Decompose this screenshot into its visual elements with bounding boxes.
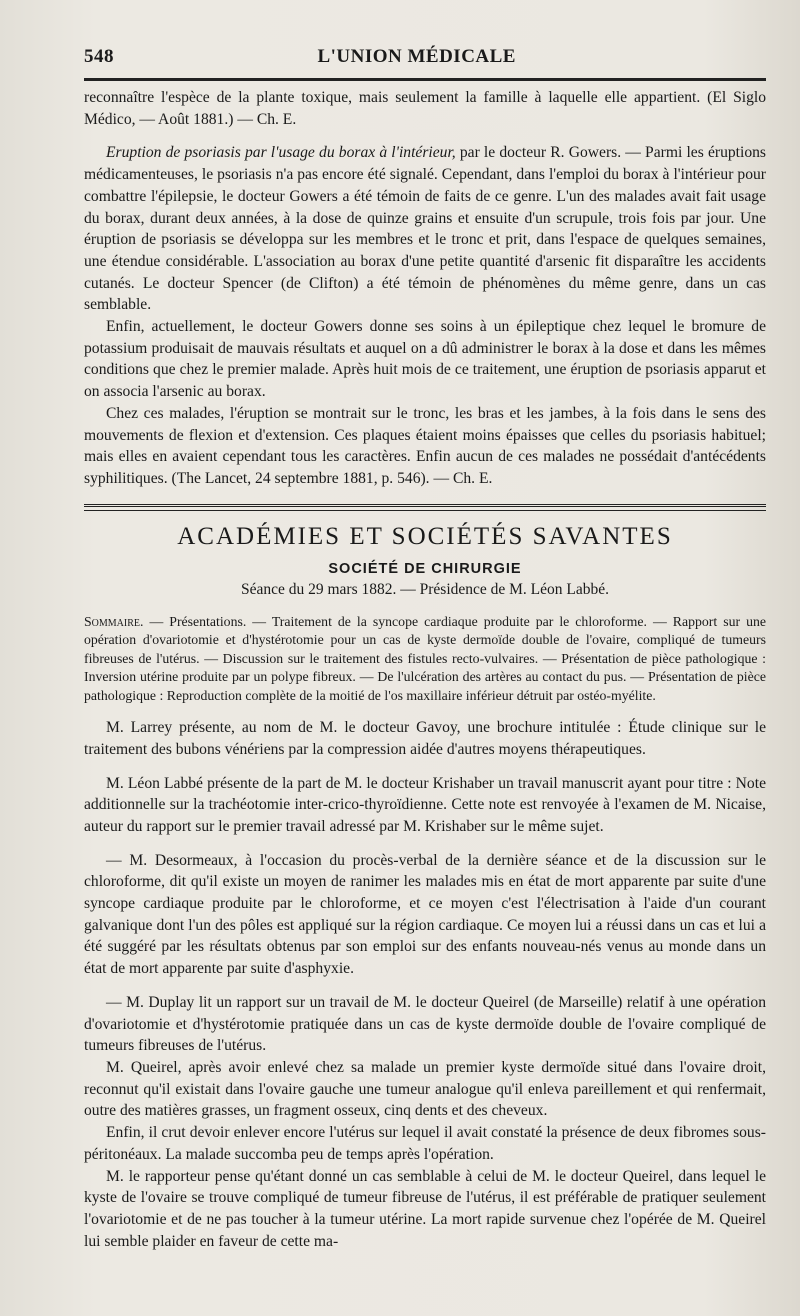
summary: [84, 613, 766, 706]
minutes-paragraph: — M. Desormeaux, à l'occasion du procès-verbal de la dernière séance et de la discussion sur le chloroforme, dit qu'il existe un moyen de ranimer les malades mis en état de mort apparente par suite d'une syncope cardiaque produite par le chloroforme, et ce moyen c'est l'électrisation à l'aide d'un courant galvanique dont l'un des pôles est appliqué sur la région cardiaque. Ce moyen lui a réussi dans un cas et lui a été suggéré par les résultats obtenus par son emploi sur des enfants nouveau-nés venus au monde dans un état de mort apparente par suite d'asphyxie.: [84, 851, 766, 978]
article2-paragraph-2: Enfin, actuellement, le docteur Gowers donne ses soins à un épileptique chez lequel le bromure de potassium produisait de mauvais résultats et auquel on a dû administrer le borax à la dose et dans les mêmes conditions que chez le premier malade. Après huit mois de ce traitement, une éruption de psoriasis apparut et on associa l'arsenic au borax.: [84, 318, 766, 401]
minutes-paragraph: M. le rapporteur pense qu'étant donné un cas semblable à celui de M. le docteur Queirel, dans lequel le kyste de l'ovaire se trouve compliqué de tumeur fibreuse de l'utérus, il est préférable de pratiquer seulement l'ovariotomie et de ne pas toucher à la tumeur utérine. La mort rapide survenue chez l'opérée de M. Queirel lui semble plaider en faveur de cette ma-: [84, 1167, 766, 1250]
minutes-paragraph: M. Queirel, après avoir enlevé chez sa malade un premier kyste dermoïde situé dans l'ovaire droit, reconnut qu'il existait dans l'ovaire gauche une tumeur analogue qu'il enleva pareillement et qui renfermait, outre des matières grasses, un fragment osseux, cinq dents et des cheveux.: [84, 1059, 766, 1120]
section-title: ACADÉMIES ET SOCIÉTÉS SAVANTES: [177, 522, 673, 550]
article2-intro: par le docteur R. Gowers. — Parmi les éruptions médicamenteuses, le psoriasis n'a pas encore été signalé. Cependant, dans l'emploi du borax à l'intérieur pour combattre l'épilepsie, le docteur Gowers a été témoin de faits de ce genre. L'un des malades avait fait usage du borax, durant deux années, à la dose de quinze grains et ensuite d'un scrupule, trois fois par jour. Une éruption de psoriasis se développa sur les membres et le tronc et prit, dans l'espace de quelques semaines, une étendue considérable. L'association au borax d'une petite quantité d'arsenic fit disparaître les accidents cutanés. Le docteur Spencer (de Clifton) a été témoin de phénomènes du même genre, dans un cas semblable.: [84, 144, 766, 314]
summary-label: Sommaire.: [84, 613, 144, 629]
article2-title: Eruption de psoriasis par l'usage du borax à l'intérieur,: [106, 144, 456, 162]
article2-paragraph-1: [84, 142, 766, 316]
minutes-column: [84, 717, 766, 1252]
minutes-paragraph: — M. Duplay lit un rapport sur un travail de M. le docteur Queirel (de Marseille) relatif à une opération d'ovariotomie et d'hystérotomie pratiquée dans un cas de kyste dermoïde double de l'ovaire compliqué de tumeurs fibreuses de l'utérus.: [84, 993, 766, 1055]
summary-text: — Présentations. — Traitement de la syncope cardiaque produite par le chloroforme. — Rapport sur une opération d'ovariotomie et d'hystérotomie pour un cas de kyste dermoïde double de l'ovaire, compliqué de tumeurs fibreuses de l'utérus. — Discussion sur le traitement des fistules recto-vulvaires. — Présentation de pièce pathologique : Inversion utérine produite par un polype fibreux. — De l'ulcération des artères au contact du pus. — Présentation de pièce pathologique : Reproduction complète de la moitié de l'os maxillaire inférieur détruit par ostéo-myélite.: [84, 613, 766, 703]
running-head: [84, 46, 766, 68]
article-column: [84, 87, 766, 490]
journal-title: L'UNION MÉDICALE: [317, 46, 516, 67]
minutes-paragraph: M. Léon Labbé présente de la part de M. le docteur Krishaber un travail manuscrit ayant pour titre : Note additionnelle sur la trachéotomie inter-crico-thyroïdienne. Cette note est renvoyée à l'examen de M. Nicaise, auteur du rapport sur le premier travail adressé par M. Krishaber sur le même sujet.: [84, 774, 766, 835]
session-line: Séance du 29 mars 1882. — Présidence de M. Léon Labbé.: [240, 580, 610, 598]
page-number: 548: [84, 46, 114, 67]
minutes-paragraph: M. Larrey présente, au nom de M. le docteur Gavoy, une brochure intitulée : Étude clinique sur le traitement des bubons vénériens par la compression aidée d'autres moyens thérapeutiques.: [84, 719, 766, 758]
society-name: SOCIÉTÉ DE CHIRURGIE: [328, 560, 522, 577]
article2-paragraph-3: Chez ces malades, l'éruption se montrait sur le tronc, les bras et les jambes, à la fois dans le sens des mouvements de flexion et d'extension. Ces plaques étaient moins épaisses que celles du psoriasis habituel; mais elles en avaient cependant tous les caractères. Enfin aucun de ces malades ne possédait d'antécédents syphilitiques. (The Lancet, 24 septembre 1881, p. 546). — Ch. E.: [84, 404, 766, 487]
header-rule: [84, 78, 766, 81]
article1-paragraph: reconnaître l'espèce de la plante toxique, mais seulement la famille à laquelle elle appartient. (El Siglo Médico, — Août 1881.) — Ch. E.: [84, 89, 766, 128]
minutes-paragraph: Enfin, il crut devoir enlever encore l'utérus sur lequel il avait constaté la présence de deux fibromes sous-péritonéaux. La malade succomba peu de temps après l'opération.: [84, 1124, 766, 1163]
section-divider: [84, 504, 766, 511]
